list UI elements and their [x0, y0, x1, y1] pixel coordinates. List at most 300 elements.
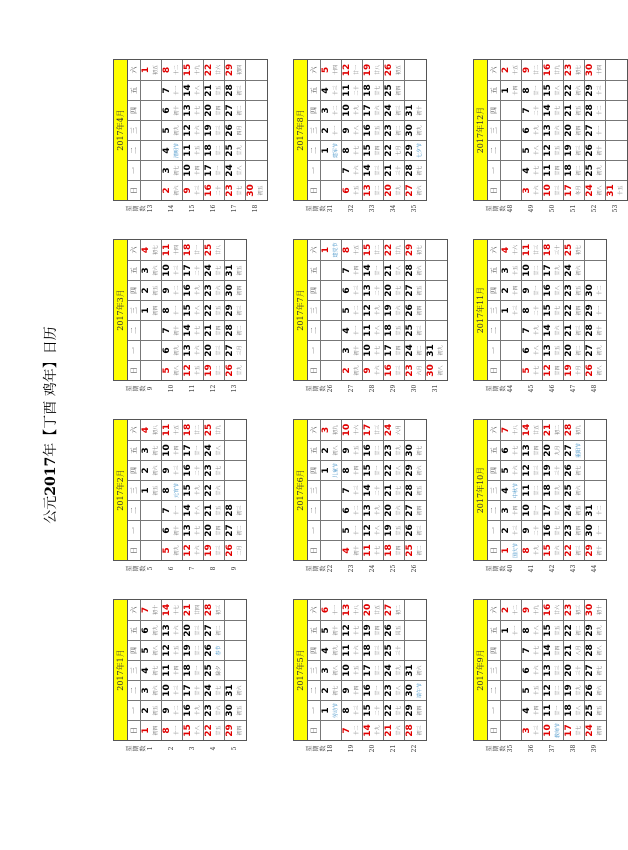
day-cell[interactable]	[564, 100, 585, 120]
day-cell[interactable]	[204, 120, 225, 140]
day-cell[interactable]	[342, 520, 363, 540]
day-cell[interactable]	[585, 120, 606, 140]
day-cell[interactable]	[363, 480, 384, 500]
day-cell[interactable]	[405, 720, 426, 740]
day-cell[interactable]	[162, 600, 183, 620]
day-cell[interactable]	[363, 300, 384, 320]
day-cell[interactable]	[585, 300, 606, 320]
day-cell[interactable]	[225, 260, 246, 280]
day-cell[interactable]	[384, 620, 405, 640]
day-cell[interactable]	[342, 180, 363, 200]
day-cell[interactable]	[225, 500, 246, 520]
day-cell[interactable]	[225, 80, 246, 100]
day-cell[interactable]	[162, 480, 183, 500]
day-cell[interactable]	[204, 280, 225, 300]
day-cell[interactable]	[225, 160, 246, 180]
day-cell[interactable]	[543, 100, 564, 120]
day-cell[interactable]	[363, 440, 384, 460]
day-cell[interactable]	[384, 180, 405, 200]
day-cell[interactable]	[183, 240, 204, 260]
day-cell[interactable]	[363, 280, 384, 300]
day-cell[interactable]	[141, 240, 162, 260]
day-cell[interactable]	[585, 660, 606, 680]
day-cell[interactable]	[342, 600, 363, 620]
day-cell[interactable]	[426, 340, 447, 360]
day-cell[interactable]	[543, 60, 564, 80]
day-cell[interactable]	[384, 240, 405, 260]
day-cell[interactable]	[384, 440, 405, 460]
day-cell[interactable]	[564, 520, 585, 540]
day-cell[interactable]	[183, 340, 204, 360]
day-cell[interactable]	[543, 360, 564, 380]
day-cell[interactable]	[225, 140, 246, 160]
day-cell[interactable]	[543, 300, 564, 320]
day-cell[interactable]	[384, 640, 405, 660]
day-cell[interactable]	[321, 60, 342, 80]
day-cell[interactable]	[522, 520, 543, 540]
day-cell[interactable]	[543, 720, 564, 740]
day-cell[interactable]	[522, 620, 543, 640]
day-cell[interactable]	[204, 640, 225, 660]
day-cell[interactable]	[384, 500, 405, 520]
day-cell[interactable]	[384, 60, 405, 80]
day-cell[interactable]	[405, 680, 426, 700]
day-cell[interactable]	[564, 180, 585, 200]
day-cell[interactable]	[183, 360, 204, 380]
day-cell[interactable]	[363, 720, 384, 740]
day-cell[interactable]	[342, 660, 363, 680]
day-cell[interactable]	[384, 340, 405, 360]
day-cell[interactable]	[522, 460, 543, 480]
day-cell[interactable]	[564, 680, 585, 700]
day-cell[interactable]	[363, 240, 384, 260]
day-cell[interactable]	[564, 600, 585, 620]
day-cell[interactable]	[342, 640, 363, 660]
day-cell[interactable]	[183, 720, 204, 740]
day-cell[interactable]	[405, 340, 426, 360]
day-cell[interactable]	[342, 100, 363, 120]
day-cell[interactable]	[543, 660, 564, 680]
day-cell[interactable]	[162, 540, 183, 560]
day-cell[interactable]	[585, 520, 606, 540]
day-cell[interactable]	[405, 460, 426, 480]
day-cell[interactable]	[363, 660, 384, 680]
day-cell[interactable]	[585, 640, 606, 660]
day-cell[interactable]	[204, 680, 225, 700]
day-cell[interactable]	[384, 160, 405, 180]
day-cell[interactable]	[405, 120, 426, 140]
day-cell[interactable]	[363, 340, 384, 360]
day-cell[interactable]	[543, 680, 564, 700]
day-cell[interactable]	[183, 140, 204, 160]
day-cell[interactable]	[363, 100, 384, 120]
day-cell[interactable]	[585, 680, 606, 700]
day-cell[interactable]	[543, 620, 564, 640]
day-cell[interactable]	[384, 680, 405, 700]
day-cell[interactable]	[321, 80, 342, 100]
day-cell[interactable]	[522, 660, 543, 680]
day-cell[interactable]	[162, 100, 183, 120]
day-cell[interactable]	[405, 160, 426, 180]
day-cell[interactable]	[543, 160, 564, 180]
day-cell[interactable]	[363, 360, 384, 380]
day-cell[interactable]	[162, 720, 183, 740]
day-cell[interactable]	[162, 320, 183, 340]
day-cell[interactable]	[183, 160, 204, 180]
day-cell[interactable]	[363, 60, 384, 80]
day-cell[interactable]	[522, 360, 543, 380]
day-cell[interactable]	[405, 300, 426, 320]
day-cell[interactable]	[225, 720, 246, 740]
day-cell[interactable]	[225, 280, 246, 300]
day-cell[interactable]	[162, 420, 183, 440]
day-cell[interactable]	[342, 720, 363, 740]
day-cell[interactable]	[564, 160, 585, 180]
day-cell[interactable]	[564, 280, 585, 300]
day-cell[interactable]	[384, 260, 405, 280]
day-cell[interactable]	[522, 420, 543, 440]
day-cell[interactable]	[543, 280, 564, 300]
day-cell[interactable]	[363, 420, 384, 440]
day-cell[interactable]	[183, 320, 204, 340]
day-cell[interactable]	[426, 360, 447, 380]
day-cell[interactable]	[585, 720, 606, 740]
day-cell[interactable]	[405, 240, 426, 260]
day-cell[interactable]	[564, 500, 585, 520]
day-cell[interactable]	[183, 680, 204, 700]
day-cell[interactable]	[543, 340, 564, 360]
day-cell[interactable]	[162, 520, 183, 540]
day-cell[interactable]	[501, 620, 522, 640]
day-cell[interactable]	[141, 640, 162, 660]
day-cell[interactable]	[204, 620, 225, 640]
day-cell[interactable]	[162, 80, 183, 100]
day-cell[interactable]	[564, 140, 585, 160]
day-cell[interactable]	[321, 140, 342, 160]
day-cell[interactable]	[564, 640, 585, 660]
day-cell[interactable]	[384, 600, 405, 620]
day-cell[interactable]	[543, 120, 564, 140]
day-cell[interactable]	[342, 440, 363, 460]
day-cell[interactable]	[183, 60, 204, 80]
day-cell[interactable]	[162, 660, 183, 680]
day-cell[interactable]	[405, 440, 426, 460]
day-cell[interactable]	[183, 640, 204, 660]
day-cell[interactable]	[564, 460, 585, 480]
day-cell[interactable]	[564, 440, 585, 460]
day-cell[interactable]	[321, 640, 342, 660]
day-cell[interactable]	[501, 60, 522, 80]
day-cell[interactable]	[321, 240, 342, 260]
day-cell[interactable]	[564, 700, 585, 720]
day-cell[interactable]	[141, 280, 162, 300]
day-cell[interactable]	[363, 180, 384, 200]
day-cell[interactable]	[585, 600, 606, 620]
day-cell[interactable]	[501, 260, 522, 280]
day-cell[interactable]	[321, 420, 342, 440]
day-cell[interactable]	[162, 260, 183, 280]
day-cell[interactable]	[321, 440, 342, 460]
day-cell[interactable]	[522, 340, 543, 360]
day-cell[interactable]	[543, 700, 564, 720]
day-cell[interactable]	[363, 260, 384, 280]
day-cell[interactable]	[585, 700, 606, 720]
day-cell[interactable]	[162, 680, 183, 700]
day-cell[interactable]	[543, 460, 564, 480]
day-cell[interactable]	[321, 100, 342, 120]
day-cell[interactable]	[162, 440, 183, 460]
day-cell[interactable]	[342, 140, 363, 160]
day-cell[interactable]	[183, 180, 204, 200]
day-cell[interactable]	[522, 260, 543, 280]
day-cell[interactable]	[141, 480, 162, 500]
day-cell[interactable]	[204, 360, 225, 380]
day-cell[interactable]	[585, 340, 606, 360]
day-cell[interactable]	[141, 300, 162, 320]
day-cell[interactable]	[204, 480, 225, 500]
day-cell[interactable]	[501, 280, 522, 300]
day-cell[interactable]	[585, 160, 606, 180]
day-cell[interactable]	[543, 240, 564, 260]
day-cell[interactable]	[501, 540, 522, 560]
day-cell[interactable]	[522, 60, 543, 80]
day-cell[interactable]	[183, 540, 204, 560]
day-cell[interactable]	[585, 180, 606, 200]
day-cell[interactable]	[342, 80, 363, 100]
day-cell[interactable]	[384, 720, 405, 740]
day-cell[interactable]	[585, 100, 606, 120]
day-cell[interactable]	[564, 720, 585, 740]
day-cell[interactable]	[204, 260, 225, 280]
day-cell[interactable]	[162, 700, 183, 720]
day-cell[interactable]	[363, 80, 384, 100]
day-cell[interactable]	[384, 460, 405, 480]
day-cell[interactable]	[585, 60, 606, 80]
day-cell[interactable]	[183, 280, 204, 300]
day-cell[interactable]	[501, 300, 522, 320]
day-cell[interactable]	[141, 660, 162, 680]
day-cell[interactable]	[543, 260, 564, 280]
day-cell[interactable]	[363, 320, 384, 340]
day-cell[interactable]	[162, 240, 183, 260]
day-cell[interactable]	[141, 440, 162, 460]
day-cell[interactable]	[342, 420, 363, 440]
day-cell[interactable]	[522, 680, 543, 700]
day-cell[interactable]	[183, 80, 204, 100]
day-cell[interactable]	[225, 680, 246, 700]
day-cell[interactable]	[225, 320, 246, 340]
day-cell[interactable]	[564, 480, 585, 500]
day-cell[interactable]	[363, 520, 384, 540]
day-cell[interactable]	[585, 620, 606, 640]
day-cell[interactable]	[183, 420, 204, 440]
day-cell[interactable]	[384, 540, 405, 560]
day-cell[interactable]	[183, 660, 204, 680]
day-cell[interactable]	[204, 180, 225, 200]
day-cell[interactable]	[183, 300, 204, 320]
day-cell[interactable]	[564, 620, 585, 640]
day-cell[interactable]	[501, 240, 522, 260]
day-cell[interactable]	[204, 460, 225, 480]
day-cell[interactable]	[225, 360, 246, 380]
day-cell[interactable]	[564, 240, 585, 260]
day-cell[interactable]	[501, 460, 522, 480]
day-cell[interactable]	[321, 700, 342, 720]
day-cell[interactable]	[342, 120, 363, 140]
day-cell[interactable]	[564, 300, 585, 320]
day-cell[interactable]	[183, 440, 204, 460]
day-cell[interactable]	[225, 60, 246, 80]
day-cell[interactable]	[543, 540, 564, 560]
day-cell[interactable]	[384, 700, 405, 720]
day-cell[interactable]	[162, 360, 183, 380]
day-cell[interactable]	[183, 620, 204, 640]
day-cell[interactable]	[501, 440, 522, 460]
day-cell[interactable]	[342, 540, 363, 560]
day-cell[interactable]	[522, 500, 543, 520]
day-cell[interactable]	[522, 140, 543, 160]
day-cell[interactable]	[162, 280, 183, 300]
day-cell[interactable]	[522, 120, 543, 140]
day-cell[interactable]	[522, 700, 543, 720]
day-cell[interactable]	[204, 240, 225, 260]
day-cell[interactable]	[141, 420, 162, 440]
day-cell[interactable]	[543, 480, 564, 500]
day-cell[interactable]	[204, 300, 225, 320]
day-cell[interactable]	[522, 320, 543, 340]
day-cell[interactable]	[564, 120, 585, 140]
day-cell[interactable]	[384, 480, 405, 500]
day-cell[interactable]	[342, 160, 363, 180]
day-cell[interactable]	[384, 280, 405, 300]
day-cell[interactable]	[183, 100, 204, 120]
day-cell[interactable]	[141, 600, 162, 620]
day-cell[interactable]	[342, 280, 363, 300]
day-cell[interactable]	[543, 80, 564, 100]
day-cell[interactable]	[384, 80, 405, 100]
day-cell[interactable]	[501, 500, 522, 520]
day-cell[interactable]	[405, 260, 426, 280]
day-cell[interactable]	[405, 140, 426, 160]
day-cell[interactable]	[501, 420, 522, 440]
day-cell[interactable]	[141, 60, 162, 80]
day-cell[interactable]	[183, 600, 204, 620]
day-cell[interactable]	[225, 700, 246, 720]
day-cell[interactable]	[522, 720, 543, 740]
day-cell[interactable]	[342, 60, 363, 80]
day-cell[interactable]	[564, 420, 585, 440]
day-cell[interactable]	[564, 360, 585, 380]
day-cell[interactable]	[342, 460, 363, 480]
day-cell[interactable]	[321, 620, 342, 640]
day-cell[interactable]	[543, 500, 564, 520]
day-cell[interactable]	[204, 140, 225, 160]
day-cell[interactable]	[162, 500, 183, 520]
day-cell[interactable]	[342, 360, 363, 380]
day-cell[interactable]	[321, 600, 342, 620]
day-cell[interactable]	[585, 360, 606, 380]
day-cell[interactable]	[363, 640, 384, 660]
day-cell[interactable]	[342, 300, 363, 320]
day-cell[interactable]	[405, 660, 426, 680]
day-cell[interactable]	[522, 100, 543, 120]
day-cell[interactable]	[564, 80, 585, 100]
day-cell[interactable]	[183, 520, 204, 540]
day-cell[interactable]	[405, 280, 426, 300]
day-cell[interactable]	[342, 700, 363, 720]
day-cell[interactable]	[585, 140, 606, 160]
day-cell[interactable]	[522, 240, 543, 260]
day-cell[interactable]	[141, 460, 162, 480]
day-cell[interactable]	[321, 460, 342, 480]
day-cell[interactable]	[522, 280, 543, 300]
day-cell[interactable]	[384, 320, 405, 340]
day-cell[interactable]	[405, 100, 426, 120]
day-cell[interactable]	[204, 520, 225, 540]
day-cell[interactable]	[522, 180, 543, 200]
day-cell[interactable]	[501, 480, 522, 500]
day-cell[interactable]	[342, 480, 363, 500]
day-cell[interactable]	[342, 260, 363, 280]
day-cell[interactable]	[225, 340, 246, 360]
day-cell[interactable]	[585, 280, 606, 300]
day-cell[interactable]	[363, 540, 384, 560]
day-cell[interactable]	[141, 720, 162, 740]
day-cell[interactable]	[363, 140, 384, 160]
day-cell[interactable]	[162, 340, 183, 360]
day-cell[interactable]	[204, 320, 225, 340]
day-cell[interactable]	[543, 140, 564, 160]
day-cell[interactable]	[321, 120, 342, 140]
day-cell[interactable]	[363, 680, 384, 700]
day-cell[interactable]	[162, 180, 183, 200]
day-cell[interactable]	[183, 480, 204, 500]
day-cell[interactable]	[543, 600, 564, 620]
day-cell[interactable]	[384, 520, 405, 540]
day-cell[interactable]	[501, 80, 522, 100]
day-cell[interactable]	[543, 420, 564, 440]
day-cell[interactable]	[225, 520, 246, 540]
day-cell[interactable]	[384, 140, 405, 160]
day-cell[interactable]	[204, 440, 225, 460]
day-cell[interactable]	[204, 700, 225, 720]
day-cell[interactable]	[342, 340, 363, 360]
day-cell[interactable]	[522, 300, 543, 320]
day-cell[interactable]	[501, 520, 522, 540]
day-cell[interactable]	[606, 180, 627, 200]
day-cell[interactable]	[564, 340, 585, 360]
day-cell[interactable]	[363, 160, 384, 180]
day-cell[interactable]	[522, 600, 543, 620]
day-cell[interactable]	[522, 540, 543, 560]
day-cell[interactable]	[225, 100, 246, 120]
day-cell[interactable]	[384, 120, 405, 140]
day-cell[interactable]	[342, 680, 363, 700]
day-cell[interactable]	[405, 700, 426, 720]
day-cell[interactable]	[384, 100, 405, 120]
day-cell[interactable]	[384, 360, 405, 380]
day-cell[interactable]	[183, 120, 204, 140]
day-cell[interactable]	[225, 540, 246, 560]
day-cell[interactable]	[183, 500, 204, 520]
day-cell[interactable]	[342, 620, 363, 640]
day-cell[interactable]	[342, 500, 363, 520]
day-cell[interactable]	[225, 300, 246, 320]
day-cell[interactable]	[522, 80, 543, 100]
day-cell[interactable]	[543, 440, 564, 460]
day-cell[interactable]	[564, 660, 585, 680]
day-cell[interactable]	[405, 540, 426, 560]
